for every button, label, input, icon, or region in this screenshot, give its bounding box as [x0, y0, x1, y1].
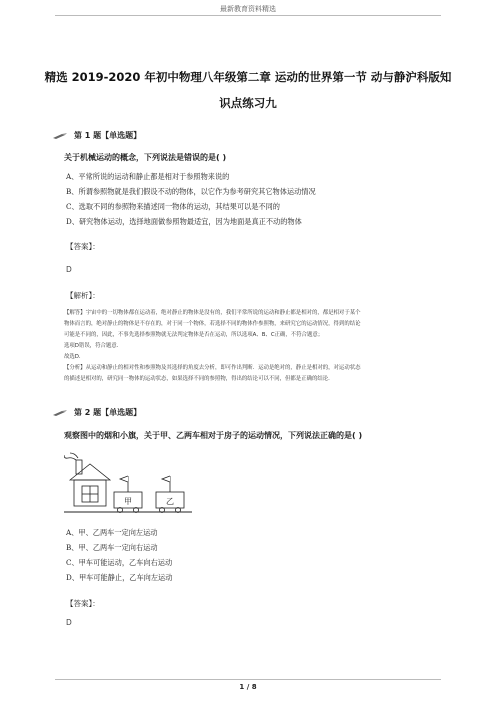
question-2	[52, 407, 452, 418]
question-2-option-b: B、甲、乙两车一定向右运动	[66, 543, 158, 552]
analysis-line: 【分析】从运动和静止的相对性和参照物及其选择的角度去分析，即可作出判断．运动是绝对的，静止是相对的，对运动状态	[64, 365, 361, 371]
question-1-analysis	[52, 308, 452, 385]
question-2-option-a: A、甲、乙两车一定向左运动	[66, 528, 158, 537]
flag-icon	[120, 476, 128, 482]
analysis-line: 的描述是相对的，研究同一物体的运动状态，如果选择不同的参照物，得出的结论可以不同，但都是正确的结论．	[64, 376, 334, 382]
question-1-option-a: A、平常所说的运动和静止都是相对于参照物来说的	[66, 172, 230, 181]
question-1-answer: D	[66, 265, 72, 274]
question-1-analysis-label: 【解析】：	[66, 291, 100, 300]
question-1-stem: 关于机械运动的概念，下列说法是错误的是( )	[64, 153, 227, 162]
page-header: 最新教育资料精选	[220, 5, 276, 13]
question-2-answer-label: 【答案】：	[66, 599, 100, 608]
question-1-heading-text: 第 1 题【单选题】	[74, 131, 142, 140]
question-1-option-d: D、研究物体运动，选择地面做参照物最适宜，因为地面是真正不动的物体	[66, 217, 302, 226]
chimney	[76, 460, 82, 474]
question-2-option-d: D、甲车可能静止，乙车向左运动	[66, 573, 173, 582]
flag-icon	[162, 476, 170, 482]
question-2-heading	[52, 407, 452, 418]
pen-icon	[52, 409, 68, 417]
title-line-1: 精选 2019-2020 年初中物理八年级第二章 运动的世界第一节 动与静沪科版知	[44, 70, 452, 84]
pen-icon	[52, 132, 68, 140]
question-2-options	[52, 525, 452, 585]
car-yi-label: 乙	[166, 497, 174, 506]
footer-rule	[55, 679, 441, 680]
analysis-line: 选项D错误，符合题意．	[64, 343, 123, 349]
title-line-2: 识点练习九	[219, 96, 277, 110]
question-1-options	[52, 169, 452, 229]
analysis-line: 故选D．	[64, 354, 85, 360]
analysis-line: 可能是不同的，因此，不事先选择参照物就无法判定物体是否在运动，所以选项A、B、C正确，不符合题意；	[64, 332, 324, 338]
question-1-option-b: B、所谓参照物就是我们假设不动的物体，以它作为参考研究其它物体运动情况	[66, 187, 316, 196]
question-2-option-c: C、甲车可能运动，乙车向右运动	[66, 558, 173, 567]
analysis-line: 【解答】宇宙中的一切物体都在运动着，绝对静止的物体是没有的，我们平常所说的运动和静止都是相对的，都是相对于某个	[64, 310, 361, 316]
question-2-heading-text: 第 2 题【单选题】	[74, 408, 142, 417]
question-1-heading	[52, 130, 452, 141]
document-title	[40, 64, 456, 116]
header-rule	[55, 15, 441, 16]
question-1-option-c: C、选取不同的参照物来描述同一物体的运动，其结果可以是不同的	[66, 202, 280, 211]
question-2-stem: 观察图中的烟和小旗，关于甲、乙两车相对于房子的运动情况，下列说法正确的是( )	[64, 431, 363, 440]
smoke-icon	[64, 455, 76, 460]
smoke-flags-figure	[64, 446, 194, 516]
page-number: 1 / 8	[239, 683, 257, 691]
question-1-answer-label: 【答案】：	[66, 242, 100, 251]
question-1	[52, 130, 452, 141]
car-jia-label: 甲	[124, 497, 132, 506]
question-2-answer: D	[66, 618, 72, 627]
analysis-line: 物体而言的，绝对静止的物体是不存在的，对于同一个物体，若选择不同的物体作参照物，来研究它的运动情况，得到的结论	[64, 321, 361, 327]
